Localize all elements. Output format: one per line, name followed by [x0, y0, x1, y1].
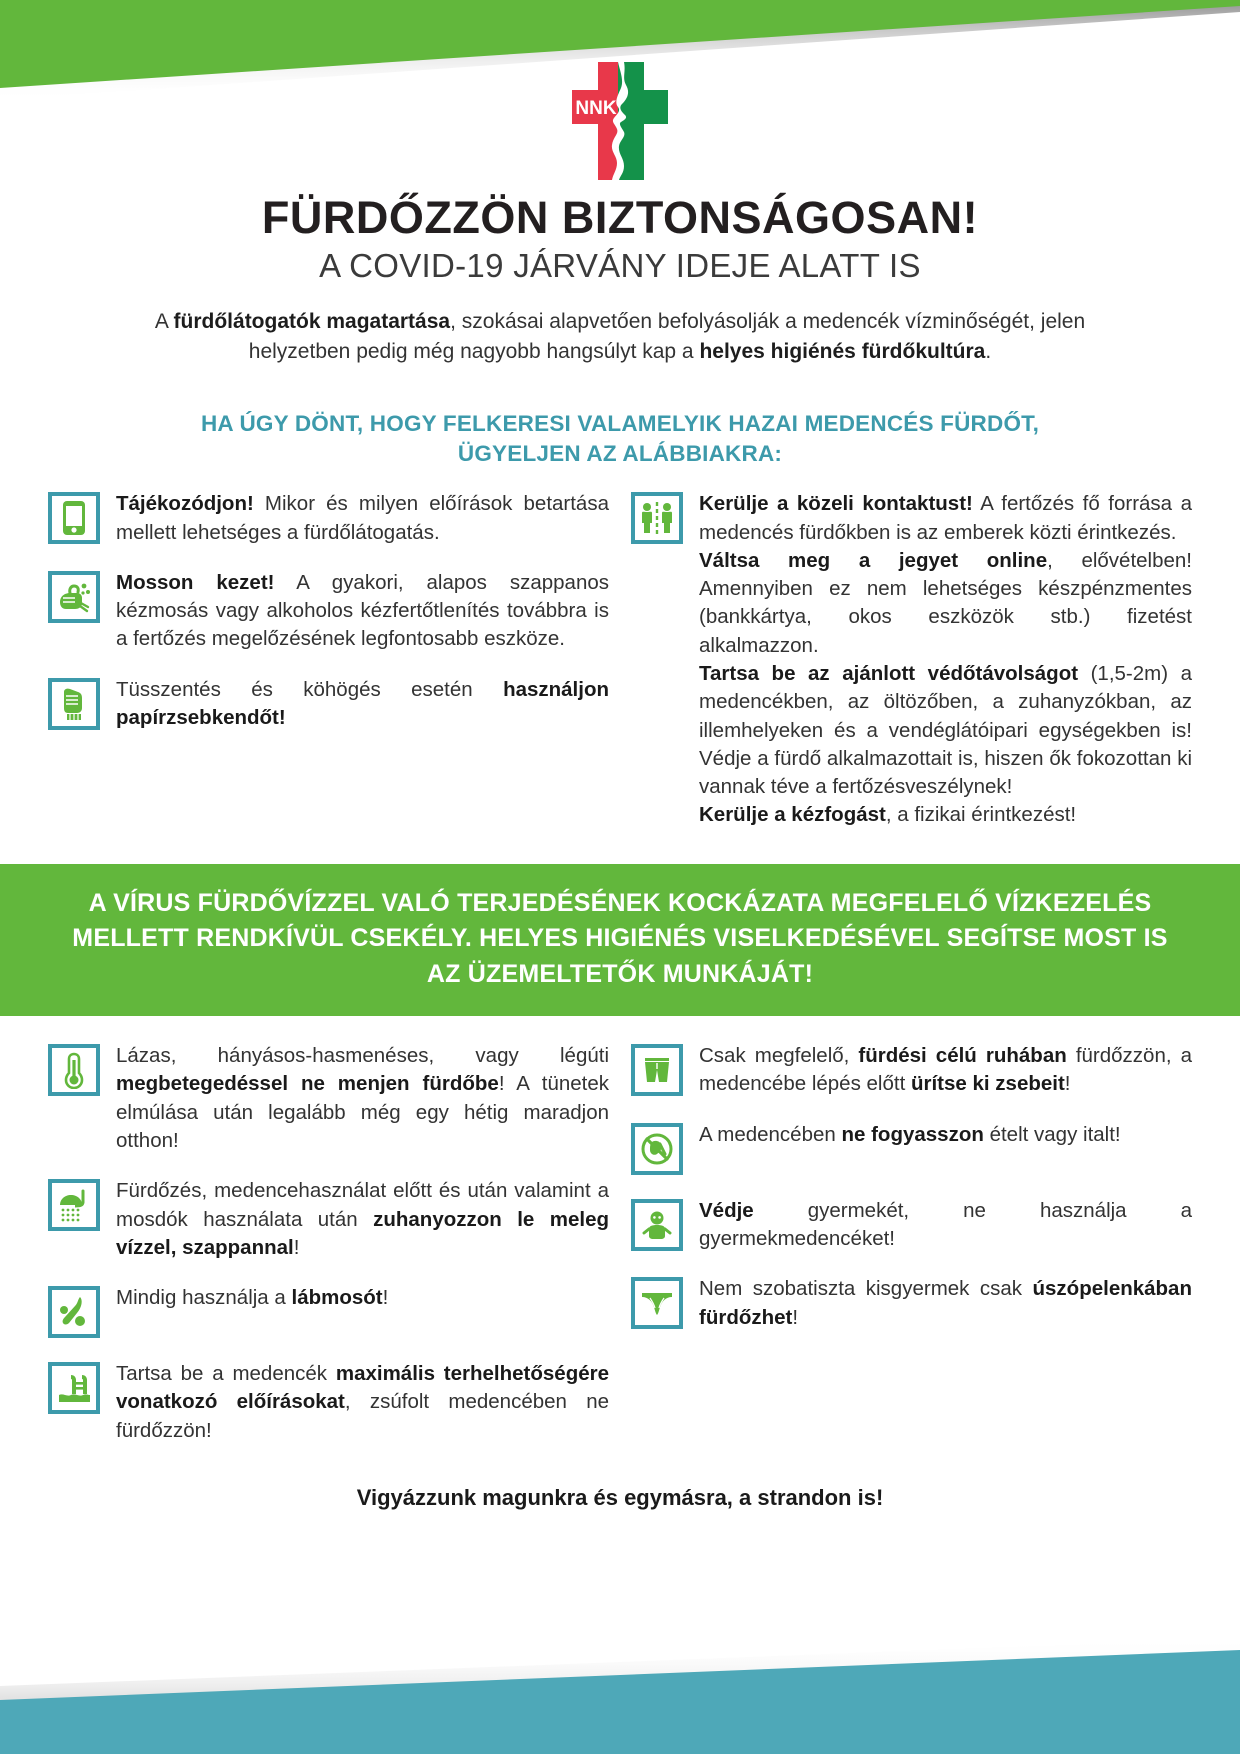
item-body: A gyakori, alapos szappanos kézmosás vagy alkoholos kézfertőtlenítés továbbra is a fertőzés megelőzésének legfontosabb eszköze. — [116, 570, 610, 651]
item-body: Tüsszentés és köhögés esetén — [116, 677, 504, 701]
section-one-right-column — [631, 490, 1192, 829]
green-banner-line-2: MELLETT RENDKÍVÜL CSEKÉLY. HELYES HIGIÉNÉS VISELKEDÉSÉVEL SEGÍTSE MOST IS — [72, 924, 1168, 953]
baby-icon — [631, 1199, 683, 1251]
item-bold-2: ürítse ki zsebeit — [910, 1072, 1065, 1096]
paragraph — [699, 547, 1192, 660]
list-item — [631, 490, 1192, 829]
list-item — [48, 1177, 609, 1262]
page-title: FÜRDŐZZÖN BIZTONSÁGOSAN! — [261, 192, 979, 243]
item-bold: lábmosót — [291, 1286, 383, 1310]
item-tail: gyermekét, ne használja a gyermekmedencéket! — [699, 1198, 1192, 1250]
item-bold: fürdési célú ruhában — [858, 1044, 1067, 1068]
item-tail: ! A tünetek elmúlása után legalább még egy hétig maradjon otthon! — [116, 1072, 610, 1152]
item-body: , a fizikai érintkezést! — [885, 803, 1077, 827]
intro-text-3: jelen helyzetben pedig még nagyobb hangsúlyt kap a — [248, 310, 1086, 364]
list-item — [631, 1275, 1192, 1332]
poster-header — [0, 0, 1240, 367]
swim-trunks-icon — [631, 1044, 683, 1096]
item-mid: fürdőzzön, a medencébe lépés előtt — [699, 1044, 1192, 1096]
list-item-text — [699, 1197, 1192, 1254]
item-bold-lead: Tájékozódjon! — [116, 492, 254, 516]
item-body: , elővételben! Amennyiben ez nem lehetséges készpénzmentes (bankkártya, okos eszközök stb.) fizetést alkalmazzon. — [699, 548, 1192, 657]
item-bold-lead: Váltsa meg a jegyet online — [699, 548, 1048, 572]
item-tail: ételt vagy italt! — [983, 1122, 1121, 1146]
list-item — [48, 490, 609, 547]
list-item — [48, 1360, 609, 1445]
list-item-text — [116, 1177, 609, 1262]
smartphone-icon — [48, 492, 100, 544]
item-tail: ! — [1064, 1072, 1071, 1096]
item-bold: Védje — [699, 1198, 754, 1222]
intro-text-4: . — [985, 340, 992, 364]
footer-note: Vigyázzunk magunkra és egymásra, a strandon is! — [356, 1484, 884, 1510]
item-bold-lead: Tartsa be az ajánlott védőtávolságot — [699, 661, 1079, 685]
item-bold-lead: Mosson kezet! — [116, 570, 275, 594]
list-item-text — [699, 1042, 1192, 1099]
list-item — [48, 1042, 609, 1155]
intro-paragraph — [115, 307, 1125, 367]
list-item — [631, 1042, 1192, 1099]
list-item-text — [116, 1042, 609, 1155]
item-bold-lead: Kerülje a közeli kontaktust! — [699, 492, 973, 516]
item-bold: maximális terhelhetőségére vonatkozó előírásokat — [116, 1362, 609, 1414]
paragraph — [699, 660, 1192, 801]
pool-capacity-icon — [48, 1362, 100, 1414]
no-food-drink-icon — [631, 1123, 683, 1175]
item-bold-tail: használjon papírzsebkendőt! — [116, 677, 609, 729]
item-body: Mikor és milyen előírások betartása mellett lehetséges a fürdőlátogatás. — [116, 492, 609, 544]
list-item-text — [699, 1275, 1192, 1332]
paragraph — [699, 490, 1192, 547]
list-item-text — [116, 569, 609, 654]
intro-bold-1: fürdőlátogatók magatartása — [173, 310, 451, 334]
list-item-text — [699, 1121, 1192, 1149]
item-body: Nem szobatiszta kisgyermek csak — [699, 1277, 1033, 1301]
green-risk-banner — [0, 864, 1240, 1017]
item-bold: ne fogyasszon — [841, 1122, 984, 1146]
list-item — [48, 676, 609, 733]
item-body: Csak megfelelő, — [699, 1044, 859, 1068]
shower-icon — [48, 1179, 100, 1231]
item-body: Tartsa be a medencék — [116, 1362, 336, 1386]
tissue-icon — [48, 678, 100, 730]
nnk-logo-text: NNK — [575, 98, 617, 119]
list-item — [631, 1121, 1192, 1175]
item-bold: úszópelenkában fürdőzhet — [699, 1277, 1192, 1329]
green-banner-line-3: AZ ÜZEMELTETŐK MUNKÁJÁT! — [426, 959, 814, 988]
swim-diaper-icon — [631, 1277, 683, 1329]
handwash-icon — [48, 571, 100, 623]
page-subtitle: A COVID-19 JÁRVÁNY IDEJE ALATT IS — [319, 247, 921, 285]
section-two-right-column — [631, 1042, 1192, 1332]
list-item-text — [699, 490, 1192, 829]
item-bold-lead: Kerülje a kézfogást — [699, 803, 886, 827]
list-item — [631, 1197, 1192, 1254]
intro-text-1: A — [154, 310, 174, 334]
item-body: (1,5-2m) a medencékben, az öltözőben, a zuhanyzókban, az illemhelyeken és a vendéglátóipari egységekben is! Védje a fürdő alkalmazottait is, hiszen ők fokozottan ki vannak téve a fertőzésveszélynek! — [699, 661, 1193, 799]
item-body: A fertőzés fő forrása a medencés fürdőkben is az emberek közti érintkezés. — [699, 492, 1192, 544]
item-body: Mindig használja a — [116, 1286, 292, 1310]
list-item-text — [116, 1284, 609, 1312]
teal-heading-line-2: ÜGYELJEN AZ ALÁBBIAKRA: — [457, 440, 783, 466]
social-distance-icon — [631, 492, 683, 544]
list-item-text — [116, 1360, 609, 1445]
item-tail: , zsúfolt medencében ne fürdőzzön! — [116, 1390, 609, 1442]
item-tail: ! — [792, 1305, 799, 1329]
teal-section-heading — [110, 409, 1130, 468]
list-item-text — [116, 490, 609, 547]
item-bold: megbetegedéssel ne menjen fürdőbe — [116, 1072, 499, 1096]
list-item — [48, 569, 609, 654]
item-body: A medencében — [699, 1122, 842, 1146]
list-item — [48, 1284, 609, 1338]
section-one-columns — [0, 490, 1240, 829]
intro-bold-2: helyes higiénés fürdőkultúra — [699, 340, 986, 364]
teal-heading-line-1: HA ÚGY DÖNT, HOGY FELKERESI VALAMELYIK HAZAI MEDENCÉS FÜRDŐT, — [200, 410, 1040, 436]
paragraph — [699, 801, 1192, 829]
section-two-columns — [0, 1042, 1240, 1445]
item-body: Fürdőzés, medencehasználat előtt és után valamint a mosdók használata után — [116, 1179, 609, 1231]
intro-text-2: , szokásai alapvetően befolyásolják a medencék vízminőségét, — [450, 310, 1035, 334]
item-tail: ! — [293, 1235, 300, 1259]
list-item-text — [116, 676, 609, 733]
item-body: Lázas, hányásos-hasmenéses, vagy légúti — [116, 1044, 609, 1068]
bottom-decorative-band — [0, 1554, 1240, 1754]
footbath-icon — [48, 1286, 100, 1338]
section-one-left-column — [48, 490, 609, 732]
item-tail: ! — [382, 1286, 389, 1310]
nnk-logo — [540, 62, 700, 180]
section-two-left-column — [48, 1042, 609, 1445]
green-banner-line-1: A VÍRUS FÜRDŐVÍZZEL VALÓ TERJEDÉSÉNEK KOCKÁZATA MEGFELELŐ VÍZKEZELÉS — [88, 888, 1152, 917]
thermometer-icon — [48, 1044, 100, 1096]
item-bold: zuhanyozzon le meleg vízzel, szappannal — [116, 1207, 609, 1259]
